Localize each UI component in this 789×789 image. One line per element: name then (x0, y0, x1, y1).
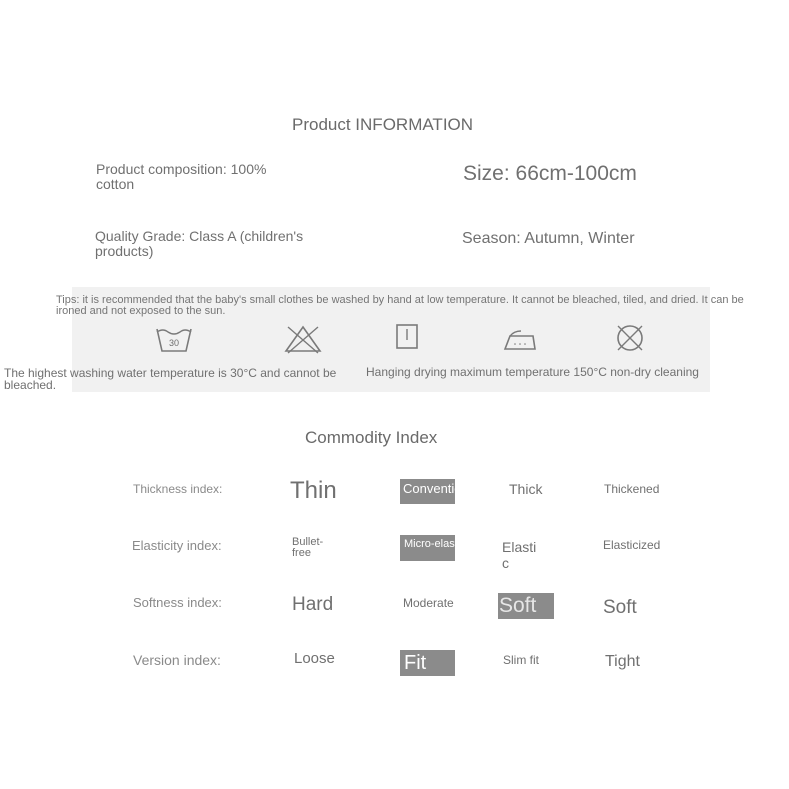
softness-option-soft: Soft (603, 597, 637, 618)
softness-selected-box (498, 593, 554, 619)
season-text: Season: Autumn, Winter (462, 230, 635, 247)
no-bleach-icon (283, 323, 323, 355)
size-text: Size: 66cm-100cm (463, 162, 637, 185)
no-dry-clean-icon (610, 322, 650, 354)
wash-temp-label: 30 (168, 338, 180, 348)
elasticity-selected-box (400, 535, 466, 561)
version-option-tight: Tight (605, 653, 640, 670)
thickness-selected-box (400, 479, 483, 504)
version-option-loose: Loose (294, 650, 335, 667)
elasticity-option-elasticized: Elasticized (603, 538, 661, 552)
version-option-fit: Fit (404, 652, 427, 674)
elasticity-label: Elasticity index: (132, 538, 222, 553)
care-caption-left: The highest washing water temperature is 30°C and cannot be bleached. (4, 366, 337, 392)
commodity-index-title: Commodity Index (305, 428, 438, 447)
elasticity-option-bullet-free: Bullet- free (292, 536, 324, 559)
product-info-title: Product INFORMATION (292, 115, 474, 134)
composition-text: Product composition: 100% cotton (96, 161, 267, 192)
care-caption-right: Hanging drying maximum temperature 150°C non-dry cleaning (366, 365, 699, 379)
thickness-label: Thickness index: (133, 482, 223, 496)
thickness-option-thickened: Thickened (604, 482, 660, 496)
thickness-option-thin: Thin (290, 477, 337, 504)
softness-label: Softness index: (133, 595, 222, 610)
elasticity-option-micro-elastic: Micro-elastic (404, 538, 466, 550)
elasticity-option-elastic: Elasti c (502, 539, 537, 571)
version-selected-box (400, 650, 455, 676)
care-tips: Tips: it is recommended that the baby's small clothes be washed by hand at low temperature. It cannot be bleached, tiled, and dried. It can be ironed and not exposed to the sun. (56, 294, 744, 317)
iron-icon (500, 325, 540, 357)
version-label: Version index: (133, 652, 221, 668)
softness-option-moderate: Moderate (403, 596, 454, 610)
version-option-slim-fit: Slim fit (503, 653, 539, 667)
thickness-option-thick: Thick (509, 481, 543, 497)
hang-dry-icon (387, 322, 427, 354)
softness-option-soft-selected: Soft (499, 594, 537, 617)
quality-grade-text: Quality Grade: Class A (children's products) (95, 228, 304, 259)
softness-option-hard: Hard (292, 594, 334, 615)
thickness-option-conventional: Convention al (403, 481, 483, 496)
wash-30-icon (154, 323, 194, 355)
